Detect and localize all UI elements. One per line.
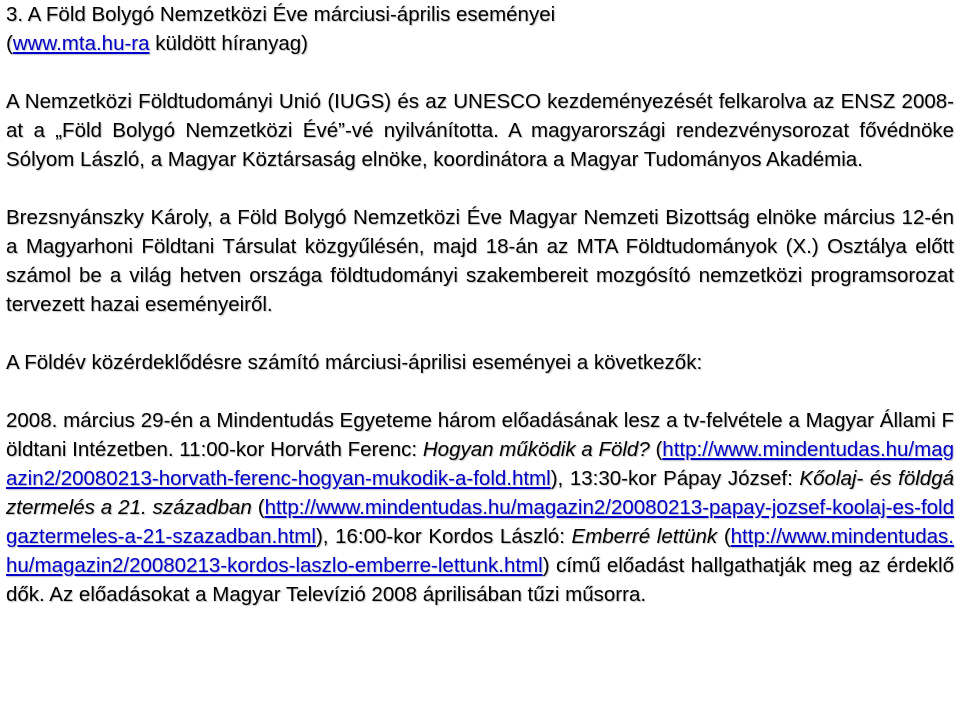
lectures-mid-1: ), 13:30-kor Pápay József: — [550, 467, 800, 490]
paragraph-brezsnyanszky: Brezsnyánszky Károly, a Föld Bolygó Nemzetközi Éve Magyar Nemzeti Bizottság elnöke március 12-én a Magyarhoni Földtani Társulat közgyűlésén, majd 18-án az MTA Földtudományok (X.) Osztálya előtt számol be a világ hetven országa földtudományi szakembereit mozgósító nemzetközi programsorozat tervezett hazai eseményeiről. — [6, 206, 954, 316]
lectures-intro: 2008. március 29-én a Mindentudás Egyeteme három előadásának lesz a tv-felvétele a Magyar Állami Földtani Intézetben. 11:00-kor Horváth Ferenc: — [6, 409, 954, 461]
lectures-outro: ) című előadást hallgathatják meg az érdeklődők. Az előadásokat a Magyar Televízió 2008 áprilisában tűzi műsorra. — [6, 554, 954, 606]
lecture-title-horvath: Hogyan működik a Föld? — [422, 438, 650, 461]
paragraph-lectures — [6, 406, 954, 609]
lecture-link-kordos[interactable]: http://www.mindentudas.hu/magazin2/20080213-kordos-laszlo-emberre-lettunk.html — [6, 525, 954, 577]
spacer — [6, 58, 954, 87]
spacer — [6, 174, 954, 203]
document-page — [6, 0, 954, 609]
spacer — [6, 377, 954, 406]
lecture-open-paren-3: ( — [717, 525, 731, 548]
lecture-link-horvath[interactable]: http://www.mindentudas.hu/magazin2/20080213-horvath-ferenc-hogyan-mukodik-a-fold.html — [6, 438, 955, 490]
lecture-link-papay[interactable]: http://www.mindentudas.hu/magazin2/20080213-papay-jozsef-koolaj-es-foldgaztermeles-a-21-szazadban.html — [6, 496, 954, 548]
heading — [6, 0, 954, 58]
lecture-title-kordos: Emberré lettünk — [571, 525, 718, 548]
lecture-open-paren-2: ( — [251, 496, 265, 519]
heading-line: 3. A Föld Bolygó Nemzetközi Éve márciusi-április eseményei — [6, 3, 556, 26]
lecture-open-paren-1: ( — [649, 438, 663, 461]
spacer — [6, 319, 954, 348]
lecture-title-papay: Kőolaj- és földgáztermelés a 21. században — [6, 467, 954, 519]
paragraph-iugs-unesco: A Nemzetközi Földtudományi Unió (IUGS) és az UNESCO kezdeményezését felkarolva az ENSZ 2008-at a „Föld Bolygó Nemzetközi Évé”-vé nyilvánította. A magyarországi rendezvénysorozat fővédnöke Sólyom László, a Magyar Köztársaság elnöke, koordinátora a Magyar Tudományos Akadémia. — [6, 90, 954, 171]
heading-source-suffix: küldött híranyag) — [149, 32, 308, 55]
lectures-mid-2: ), 16:00-kor Kordos László: — [315, 525, 572, 548]
heading-open-paren: ( — [6, 32, 13, 55]
paragraph-events-intro: A Földév közérdeklődésre számító márciusi-áprilisi eseményei a következők: — [6, 351, 703, 374]
source-link[interactable]: www.mta.hu-ra — [12, 32, 150, 55]
